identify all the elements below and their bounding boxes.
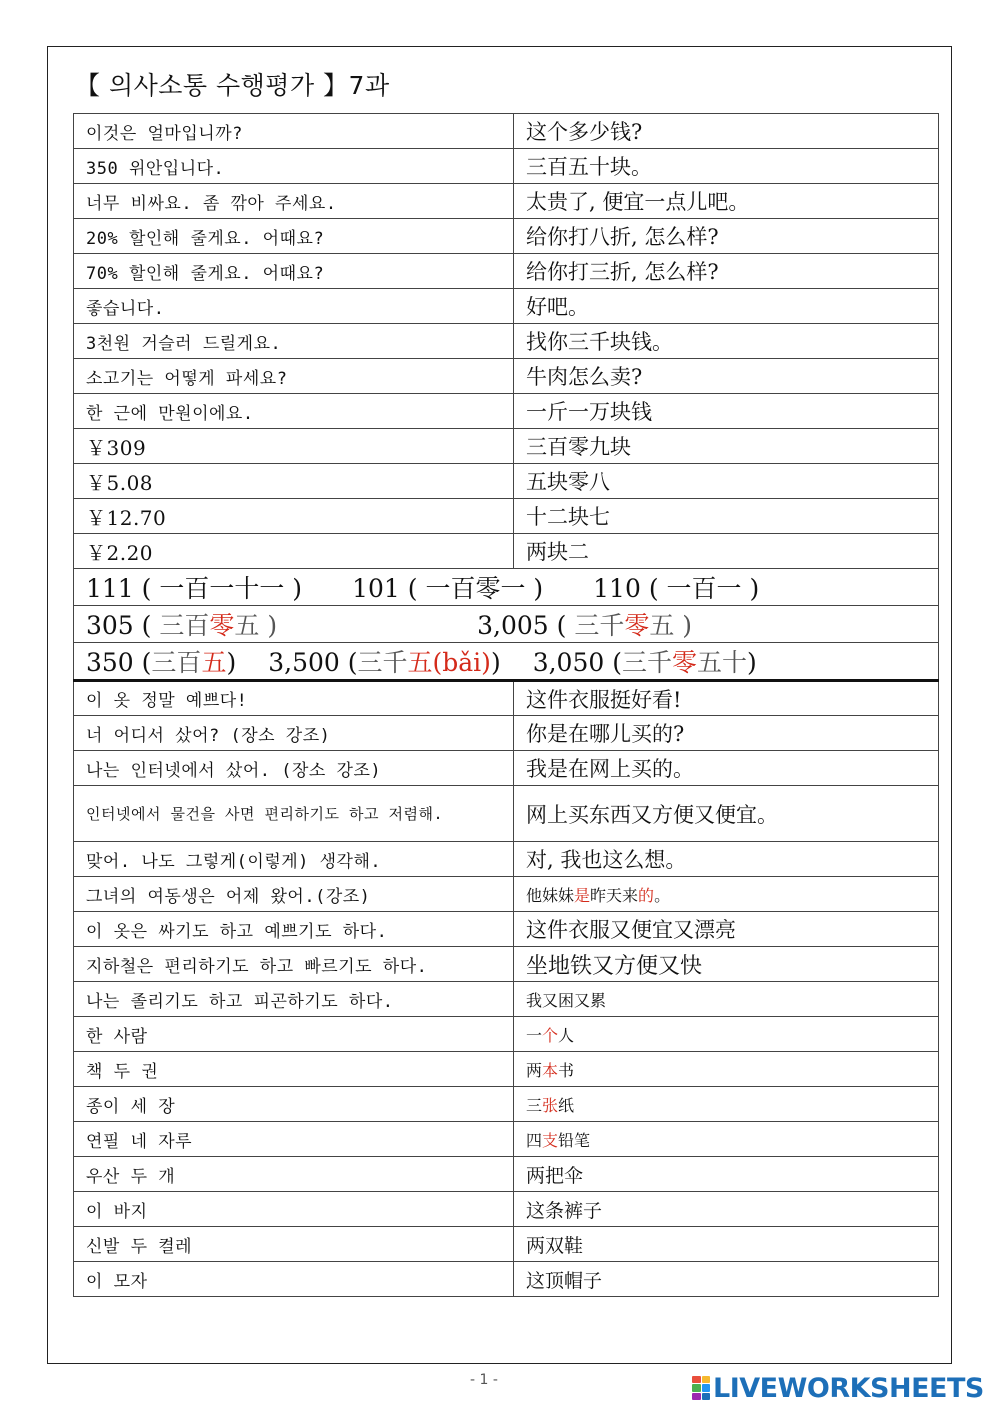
- table-row: [74, 877, 939, 912]
- chinese-cell: 这件衣服挺好看!: [514, 681, 939, 716]
- chinese-cell: [514, 1122, 939, 1157]
- chinese-cell: 我又困又累: [514, 982, 939, 1017]
- table-row: [74, 681, 939, 716]
- highlight-character: 五(bǎi): [407, 648, 491, 677]
- table-row: [74, 1157, 939, 1192]
- table-row: [74, 114, 939, 149]
- korean-cell: 한 근에 만원이에요.: [74, 394, 514, 429]
- chinese-cell: 十二块七: [514, 499, 939, 534]
- logo-icon: [692, 1376, 710, 1400]
- table-row: [74, 184, 939, 219]
- number-row: [74, 606, 939, 643]
- chinese-text: 人: [558, 1025, 575, 1045]
- measure-word: 本: [542, 1060, 559, 1080]
- highlight-character: 零: [624, 611, 650, 640]
- korean-cell: 인터넷에서 물건을 사면 편리하기도 하고 저렴해.: [74, 786, 514, 842]
- chinese-cell: 这个多少钱?: [514, 114, 939, 149]
- number-example-prefix: 350 (: [86, 648, 152, 677]
- measure-word: 支: [542, 1130, 559, 1150]
- table-row: [74, 1227, 939, 1262]
- number-example-prefix: 3,005 (: [477, 611, 575, 640]
- chinese-text: 四: [526, 1130, 543, 1150]
- chinese-text: 昨天来: [590, 885, 639, 905]
- table-row: [74, 912, 939, 947]
- number-example-suffix: ): [747, 648, 757, 677]
- chinese-cell: 三百零九块: [514, 429, 939, 464]
- korean-cell: 지하철은 편리하기도 하고 빠르기도 하다.: [74, 947, 514, 982]
- korean-cell: 350 위안입니다.: [74, 149, 514, 184]
- table-row: [74, 499, 939, 534]
- number-example-suffix: ): [226, 648, 237, 677]
- korean-cell: 맞어. 나도 그렇게(이렇게) 생각해.: [74, 842, 514, 877]
- chinese-cell: 牛肉怎么卖?: [514, 359, 939, 394]
- chinese-cell: [514, 1052, 939, 1087]
- table-row: [74, 534, 939, 569]
- number-chinese: 三千: [357, 648, 408, 677]
- chinese-cell: 坐地铁又方便又快: [514, 947, 939, 982]
- highlight-character: 五: [201, 648, 227, 677]
- korean-cell: 이 옷 정말 예쁘다!: [74, 681, 514, 716]
- number-example: 110 ( 一百一 ): [593, 574, 760, 603]
- chinese-text: 三: [526, 1095, 543, 1115]
- number-example-prefix: 3,050 (: [532, 648, 622, 677]
- table-row: [74, 1052, 939, 1087]
- korean-cell: ￥2.20: [74, 534, 514, 569]
- table-row: [74, 1017, 939, 1052]
- korean-cell: ￥309: [74, 429, 514, 464]
- chinese-cell: [514, 1017, 939, 1052]
- korean-cell: ￥12.70: [74, 499, 514, 534]
- number-cell: [74, 643, 939, 681]
- korean-cell: 신발 두 켤레: [74, 1227, 514, 1262]
- table-row: [74, 751, 939, 786]
- table-row: [74, 149, 939, 184]
- korean-cell: 3천원 거슬러 드릴게요.: [74, 324, 514, 359]
- number-chinese: 三百: [159, 611, 210, 640]
- korean-cell: 이 바지: [74, 1192, 514, 1227]
- vocab-table: [73, 113, 939, 1297]
- chinese-cell: 好吧。: [514, 289, 939, 324]
- chinese-cell: 两块二: [514, 534, 939, 569]
- korean-cell: 이 옷은 싸기도 하고 예쁘기도 하다.: [74, 912, 514, 947]
- chinese-cell: 五块零八: [514, 464, 939, 499]
- korean-cell: 우산 두 개: [74, 1157, 514, 1192]
- chinese-text: 他妹妹: [526, 885, 575, 905]
- number-chinese: 三百: [151, 648, 202, 677]
- korean-cell: 한 사람: [74, 1017, 514, 1052]
- table-row: [74, 1262, 939, 1297]
- korean-cell: 종이 세 장: [74, 1087, 514, 1122]
- number-row: [74, 643, 939, 681]
- table-row: [74, 254, 939, 289]
- table-row: [74, 842, 939, 877]
- highlight-character: 零: [209, 611, 235, 640]
- highlight-character: 是: [574, 885, 591, 905]
- table-row: [74, 947, 939, 982]
- korean-cell: 좋습니다.: [74, 289, 514, 324]
- table-row: [74, 982, 939, 1017]
- chinese-text: 一: [526, 1025, 543, 1045]
- number-row: [74, 569, 939, 606]
- chinese-cell: [514, 1087, 939, 1122]
- chinese-cell: 我是在网上买的。: [514, 751, 939, 786]
- chinese-cell: 这顶帽子: [514, 1262, 939, 1297]
- chinese-cell: 一斤一万块钱: [514, 394, 939, 429]
- chinese-cell: 太贵了, 便宜一点儿吧。: [514, 184, 939, 219]
- table-row: [74, 324, 939, 359]
- number-chinese: 五十: [697, 648, 748, 677]
- table-row: [74, 786, 939, 842]
- korean-cell: 소고기는 어떻게 파세요?: [74, 359, 514, 394]
- table-row: [74, 359, 939, 394]
- number-cell: [74, 606, 939, 643]
- liveworksheets-logo[interactable]: [692, 1373, 984, 1403]
- page-number: - 1 -: [470, 1372, 498, 1388]
- highlight-character: 零: [672, 648, 698, 677]
- chinese-cell: 给你打三折, 怎么样?: [514, 254, 939, 289]
- korean-cell: 책 두 권: [74, 1052, 514, 1087]
- korean-cell: 너 어디서 샀어? (장소 강조): [74, 716, 514, 751]
- number-cell: [74, 569, 939, 606]
- korean-cell: 나는 졸리기도 하고 피곤하기도 하다.: [74, 982, 514, 1017]
- highlight-character: 的: [638, 885, 655, 905]
- korean-cell: 너무 비싸요. 좀 깎아 주세요.: [74, 184, 514, 219]
- table-row: [74, 1087, 939, 1122]
- number-chinese: 三千: [621, 648, 672, 677]
- chinese-text: 两: [526, 1060, 543, 1080]
- korean-cell: 나는 인터넷에서 샀어. (장소 강조): [74, 751, 514, 786]
- table-row: [74, 429, 939, 464]
- chinese-cell: 三百五十块。: [514, 149, 939, 184]
- korean-cell: 70% 할인해 줄게요. 어때요?: [74, 254, 514, 289]
- table-row: [74, 394, 939, 429]
- measure-word: 张: [542, 1095, 559, 1115]
- table-row: [74, 464, 939, 499]
- number-chinese: 五 ): [649, 611, 693, 640]
- korean-cell: 그녀의 여동생은 어제 왔어.(강조): [74, 877, 514, 912]
- chinese-cell: 你是在哪儿买的?: [514, 716, 939, 751]
- korean-cell: 20% 할인해 줄게요. 어때요?: [74, 219, 514, 254]
- chinese-cell: 找你三千块钱。: [514, 324, 939, 359]
- table-row: [74, 1122, 939, 1157]
- chinese-text: 铅笔: [558, 1130, 591, 1150]
- chinese-cell: [514, 877, 939, 912]
- chinese-cell: 对, 我也这么想。: [514, 842, 939, 877]
- korean-cell: 이 모자: [74, 1262, 514, 1297]
- korean-cell: 연필 네 자루: [74, 1122, 514, 1157]
- chinese-text: 书: [558, 1060, 575, 1080]
- table-row: [74, 289, 939, 324]
- number-example-prefix: 305 (: [86, 611, 160, 640]
- table-row: [74, 219, 939, 254]
- number-example-suffix: ): [490, 648, 501, 677]
- number-chinese: 五 ): [234, 611, 278, 640]
- korean-cell: 이것은 얼마입니까?: [74, 114, 514, 149]
- measure-word: 个: [542, 1025, 559, 1045]
- chinese-cell: 两双鞋: [514, 1227, 939, 1262]
- logo-text: LIVEWORKSHEETS: [713, 1372, 984, 1404]
- chinese-cell: 给你打八折, 怎么样?: [514, 219, 939, 254]
- korean-cell: ￥5.08: [74, 464, 514, 499]
- number-example-prefix: 3,500 (: [268, 648, 358, 677]
- page-title: 【 의사소통 수행평가 】7과: [75, 71, 390, 100]
- chinese-text: 。: [654, 885, 671, 905]
- chinese-text: 纸: [558, 1095, 575, 1115]
- chinese-cell: 网上买东西又方便又便宜。: [514, 786, 939, 842]
- chinese-cell: 两把伞: [514, 1157, 939, 1192]
- number-chinese: 三千: [574, 611, 625, 640]
- chinese-cell: 这条裤子: [514, 1192, 939, 1227]
- table-row: [74, 716, 939, 751]
- table-row: [74, 1192, 939, 1227]
- number-example: 111 ( 一百一十一 ): [86, 574, 303, 603]
- number-example: 101 ( 一百零一 ): [352, 574, 544, 603]
- chinese-cell: 这件衣服又便宜又漂亮: [514, 912, 939, 947]
